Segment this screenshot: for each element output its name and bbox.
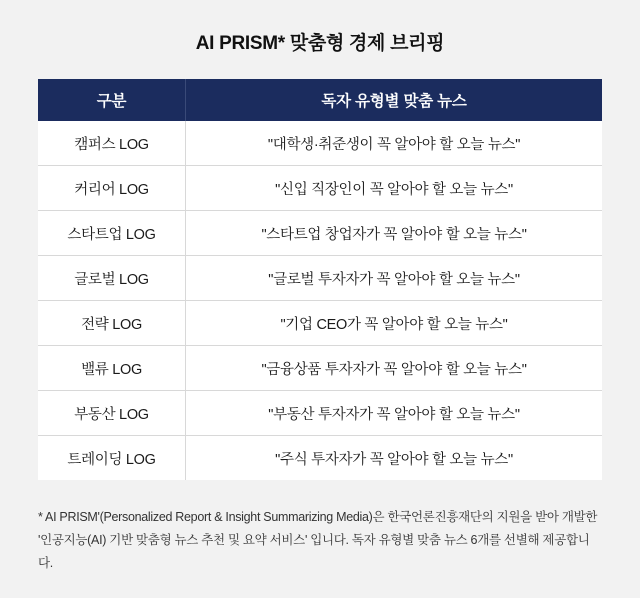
- table-body: [38, 121, 602, 480]
- column-header-category: 구분: [38, 79, 186, 121]
- table-header: [38, 79, 602, 121]
- table-row: [38, 166, 602, 211]
- row-label: 트레이딩 LOG: [38, 436, 186, 481]
- page-title: AI PRISM* 맞춤형 경제 브리핑: [195, 33, 445, 54]
- briefing-table: [38, 79, 602, 480]
- row-news: "글로벌 투자자가 꼭 알아야 할 오늘 뉴스": [186, 256, 603, 301]
- table-row: [38, 301, 602, 346]
- table-row: [38, 346, 602, 391]
- row-news: "금융상품 투자자가 꼭 알아야 할 오늘 뉴스": [186, 346, 603, 391]
- table-row: [38, 391, 602, 436]
- row-news: "신입 직장인이 꼭 알아야 할 오늘 뉴스": [186, 166, 603, 211]
- footnote-text: * AI PRISM'(Personalized Report & Insight Summarizing Media)은 한국언론진흥재단의 지원을 받아 개발한 '인공지능(AI) 기반 맞춤형 뉴스 추천 및 요약 서비스' 입니다. 독자 유형별 맞춤 뉴스 6개를 선별해 제공합니다.: [38, 510, 598, 571]
- row-label: 전략 LOG: [38, 301, 186, 346]
- row-label: 캠퍼스 LOG: [38, 121, 186, 166]
- row-label: 밸류 LOG: [38, 346, 186, 391]
- table-header-row: [38, 79, 602, 121]
- table-row: [38, 256, 602, 301]
- row-news: "기업 CEO가 꼭 알아야 할 오늘 뉴스": [186, 301, 603, 346]
- row-news: "주식 투자자가 꼭 알아야 할 오늘 뉴스": [186, 436, 603, 481]
- table-row: [38, 121, 602, 166]
- row-label: 부동산 LOG: [38, 391, 186, 436]
- column-header-news: 독자 유형별 맞춤 뉴스: [186, 79, 603, 121]
- table-row: [38, 211, 602, 256]
- row-news: "대학생·취준생이 꼭 알아야 할 오늘 뉴스": [186, 121, 603, 166]
- table-row: [38, 436, 602, 481]
- row-label: 글로벌 LOG: [38, 256, 186, 301]
- row-label: 커리어 LOG: [38, 166, 186, 211]
- row-news: "부동산 투자자가 꼭 알아야 할 오늘 뉴스": [186, 391, 603, 436]
- row-label: 스타트업 LOG: [38, 211, 186, 256]
- row-news: "스타트업 창업자가 꼭 알아야 할 오늘 뉴스": [186, 211, 603, 256]
